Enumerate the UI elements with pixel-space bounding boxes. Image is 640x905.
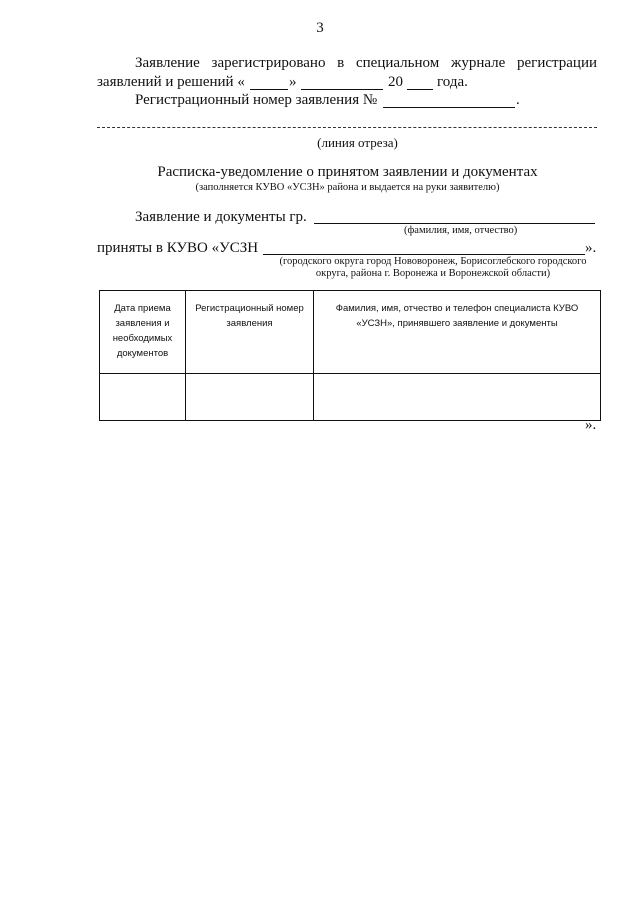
cut-line (97, 127, 597, 128)
accepted-end: ». (585, 240, 597, 256)
day-blank (250, 89, 288, 90)
registration-number-label: Регистрационный номер заявления № (135, 92, 378, 108)
registration-number-end: . (516, 92, 520, 108)
registration-number-blank (383, 107, 515, 108)
receipt-table (99, 290, 601, 421)
cut-line-label: (линия отреза) (317, 135, 398, 150)
fio-blank (314, 223, 595, 224)
docs-label: Заявление и документы гр. (135, 209, 307, 225)
month-blank (301, 89, 383, 90)
registration-year-prefix: 20 (388, 74, 403, 90)
registration-quote-close: » (289, 74, 297, 90)
registration-line-1: Заявление зарегистрировано в специальном журнале регистрации (135, 55, 597, 71)
registration-line-2-start: заявлений и решений « (97, 74, 245, 90)
header-date: Дата приема заявления и необходимых документов (100, 291, 186, 374)
district-caption-1: (городского округа город Нововоронеж, Борисоглебского городского (279, 256, 587, 267)
cell-specialist[interactable] (314, 374, 601, 421)
page-number: 3 (316, 20, 324, 36)
table-header-row (100, 291, 601, 374)
header-reg-number: Регистрационный номер заявления (186, 291, 314, 374)
header-specialist: Фамилия, имя, отчество и телефон специалиста КУВО «УСЗН», принявшего заявление и документы (314, 291, 601, 374)
cell-date[interactable] (100, 374, 186, 421)
district-blank (263, 254, 585, 255)
fio-caption: (фамилия, имя, отчество) (404, 225, 518, 236)
accepted-label: приняты в КУВО «УСЗН (97, 240, 259, 256)
table-row (100, 374, 601, 421)
receipt-title: Расписка-уведомление о принятом заявлении и документах (157, 164, 538, 180)
year-blank (407, 89, 433, 90)
registration-year-end: года. (437, 74, 468, 90)
receipt-subtitle: (заполняется КУВО «УСЗН» района и выдается на руки заявителю) (195, 182, 500, 193)
district-caption-2: округа, района г. Воронежа и Воронежской области) (315, 268, 551, 279)
cell-reg-number[interactable] (186, 374, 314, 421)
closing-mark: ». (585, 417, 597, 433)
